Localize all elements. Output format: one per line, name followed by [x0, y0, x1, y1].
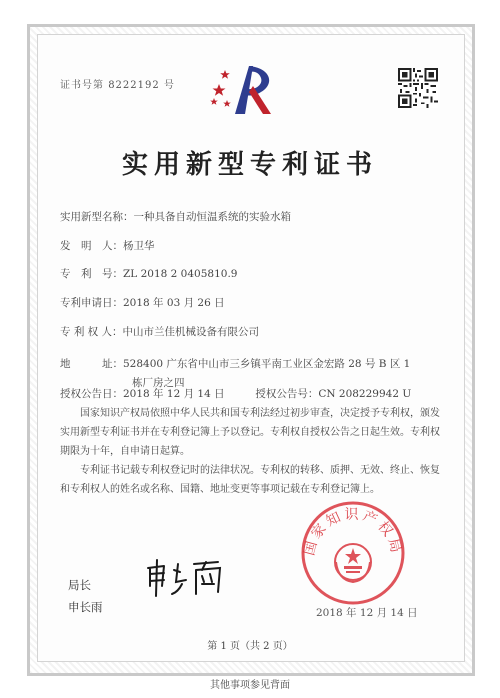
field-patent-no-value: ZL 2018 2 0405810.9 — [123, 268, 238, 280]
field-patent-no-label: 专 利 号： — [60, 268, 123, 280]
certificate-title: 实用新型专利证书 — [121, 150, 378, 180]
director-name: 申长雨 — [68, 600, 103, 614]
field-patent-no — [60, 266, 237, 281]
field-owner-value: 中山市兰佳机械设备有限公司 — [122, 326, 260, 338]
certificate-number-label: 证书号第 — [60, 80, 104, 91]
field-address-value-line1: 528400 广东省中山市三乡镇平南工业区金宏路 28 号 B 区 1 — [123, 358, 411, 370]
field-inventor — [60, 238, 155, 253]
footer-note: 其他事项参见背面 — [0, 676, 500, 698]
field-grant-no-value: CN 208229942 U — [318, 388, 412, 400]
field-filing-date-label: 专利申请日： — [60, 297, 123, 309]
field-name-label: 实用新型名称： — [60, 211, 134, 223]
cnipa-logo-icon — [205, 62, 279, 120]
field-name — [60, 209, 291, 224]
field-owner-label: 专 利 权 人： — [60, 326, 123, 338]
field-grant-no-label: 授权公告号： — [255, 388, 319, 400]
field-filing-date-value: 2018 年 03 月 26 日 — [123, 297, 225, 309]
field-inventor-value: 杨卫华 — [123, 240, 155, 252]
director-signature-icon — [142, 554, 234, 598]
director-title: 局长 — [68, 578, 91, 592]
logo-stars-icon — [210, 70, 231, 107]
page-number: 第 1 页（共 2 页） — [207, 641, 293, 652]
field-grant-date-label: 授权公告日： — [60, 388, 123, 400]
field-address-value-line2: 栋厂房之四 — [132, 377, 185, 389]
seal-date: 2018 年 12 月 14 日 — [316, 607, 418, 619]
field-address-label: 地 址： — [60, 358, 123, 370]
field-grant-date-value: 2018 年 12 月 14 日 — [123, 388, 225, 400]
qr-code-icon — [398, 68, 438, 108]
grant-statement — [60, 404, 440, 499]
grant-paragraph: 国家知识产权局依照中华人民共和国专利法经过初步审查，决定授予专利权，颁发实用新型专利证书并在专利登记簿上予以登记。专利权自授权公告之日起生效。专利权期限为十年，自申请日起算。 — [60, 408, 440, 457]
seal-text: 国家知识产权局 — [301, 507, 405, 558]
legal-status-paragraph: 专利证书记载专利权登记时的法律状况。专利权的转移、质押、无效、终止、恢复和专利权人的姓名或名称、国籍、地址变更等事项记载在专利登记簿上。 — [60, 465, 440, 495]
field-inventor-label: 发 明 人： — [60, 240, 123, 252]
certificate-number-value: 8222192 — [108, 80, 160, 91]
field-owner — [60, 324, 259, 339]
field-name-value: 一种具备自动恒温系统的实验水箱 — [133, 211, 291, 223]
field-filing-date — [60, 295, 225, 310]
official-seal-icon — [300, 500, 406, 606]
field-grant-date — [60, 386, 411, 401]
certificate-number-suffix: 号 — [163, 80, 175, 91]
certificate-number — [60, 76, 175, 91]
field-address — [60, 356, 410, 371]
